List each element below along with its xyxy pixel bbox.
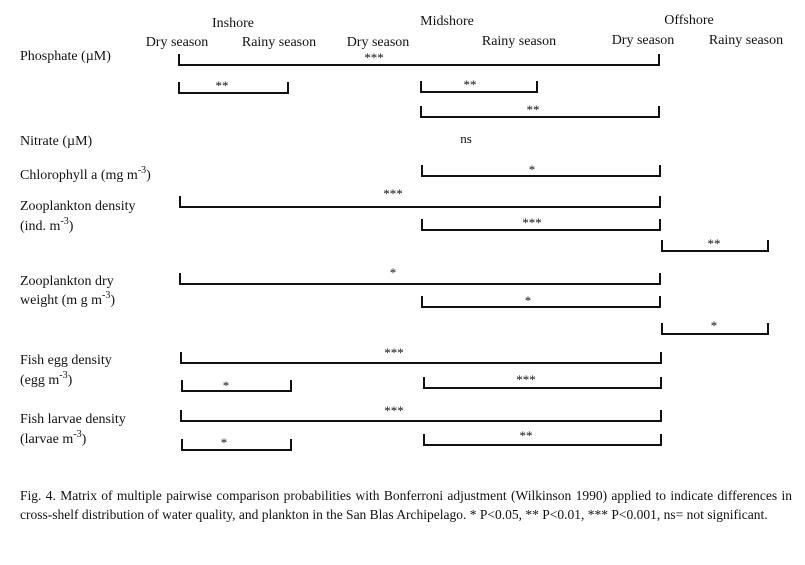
comparison-bracket <box>179 82 288 93</box>
significance-label: * <box>222 378 230 393</box>
significance-label: * <box>710 318 718 333</box>
significance-label: *** <box>516 372 536 387</box>
significance-label: ** <box>707 236 721 251</box>
comparison-bracket <box>182 380 291 391</box>
comparison-bracket <box>424 434 661 445</box>
comparison-bracket <box>181 352 661 363</box>
significance-label: * <box>524 293 532 308</box>
figure-caption: Fig. 4. Matrix of multiple pairwise comparison probabilities with Bonferroni adjustment (Wilkinson 1990) applied to indicate differences in cross-shelf distribution of water quality, and plankton in the San Blas Archipelago. * P<0.05, ** P<0.01, *** P<0.001, ns= not significant. <box>20 488 792 522</box>
variable-label-fish-egg-density-unit: (egg $m^{-3}$) <box>20 370 73 388</box>
comparison-bracket <box>422 296 660 307</box>
variable-label-zooplankton-dry-weight: Zooplankton dry <box>20 274 114 289</box>
significance-label: ** <box>526 102 540 117</box>
significance-label: *** <box>364 50 384 65</box>
variable-label-fish-larvae-density: Fish larvae density <box>20 412 126 427</box>
comparison-bracket <box>182 439 291 450</box>
zone-header-midshore: Midshore <box>420 14 474 29</box>
season-header-midshore-rainy: Rainy season <box>481 34 557 49</box>
significance-label: ** <box>519 428 533 443</box>
variable-label-phosphate: Phosphate (µM) <box>20 49 111 64</box>
season-header-offshore-dry: Dry season <box>611 33 675 48</box>
comparison-bracket <box>179 54 659 65</box>
season-header-inshore-rainy: Rainy season <box>241 35 317 50</box>
variable-label-fish-larvae-density-unit: (larvae $m^{-3}$) <box>20 429 87 447</box>
significance-label: * <box>389 265 397 280</box>
season-header-inshore-dry: Dry season <box>145 35 209 50</box>
variable-label-zooplankton-dry-weight-unit: weight (m g $m^{-3}$) <box>20 290 116 308</box>
variable-label-zooplankton-density-unit: (ind. $m^{-3}$) <box>20 216 74 234</box>
significance-label: * <box>220 435 228 450</box>
zone-header-offshore: Offshore <box>664 13 714 28</box>
comparison-bracket <box>181 410 661 421</box>
comparison-bracket <box>180 273 660 284</box>
variable-label-fish-egg-density: Fish egg density <box>20 353 112 368</box>
variable-label-zooplankton-density: Zooplankton density <box>20 199 136 214</box>
significance-label: ** <box>463 77 477 92</box>
comparison-bracket <box>421 81 537 92</box>
variable-label-nitrate: Nitrate (µM) <box>20 134 93 149</box>
significance-label: *** <box>383 186 403 201</box>
significance-label: *** <box>384 403 404 418</box>
comparison-bracket <box>422 165 660 176</box>
significance-label: *** <box>522 215 542 230</box>
significance-label: ** <box>215 78 229 93</box>
zone-header-inshore: Inshore <box>212 16 254 31</box>
significance-label: * <box>528 162 536 177</box>
significance-label: ns <box>460 131 472 146</box>
season-header-midshore-dry: Dry season <box>346 35 410 50</box>
variable-label-chlorophyll: Chlorophyll a (mg $m^{-3}$) <box>20 165 151 183</box>
season-header-offshore-rainy: Rainy season <box>708 33 784 48</box>
comparison-bracket <box>180 196 660 207</box>
significance-label: *** <box>384 345 404 360</box>
comparison-bracket <box>424 377 661 388</box>
comparison-bracket <box>421 106 659 117</box>
